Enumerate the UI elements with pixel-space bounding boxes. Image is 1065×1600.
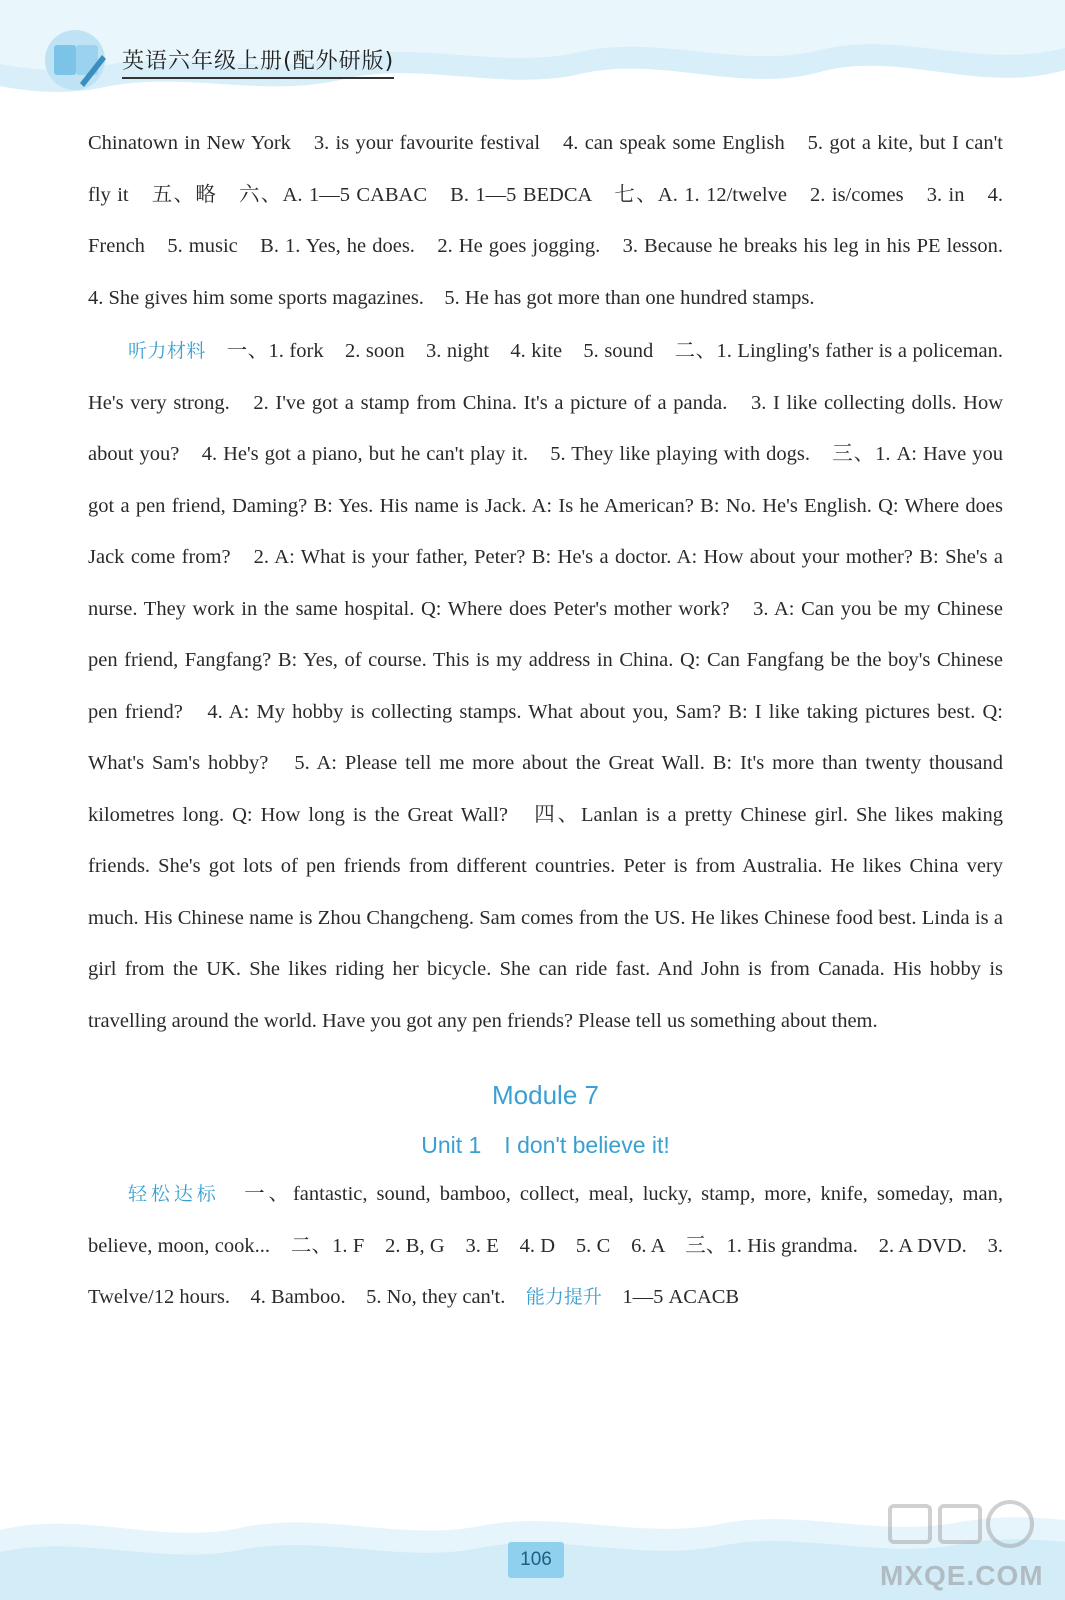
book-pencil-logo-icon xyxy=(40,25,110,95)
book-title: 英语六年级上册(配外研版) xyxy=(122,44,394,79)
watermark-text: MXQE.COM xyxy=(880,1560,1044,1591)
module-title: Module 7 xyxy=(492,1080,599,1110)
listening-section xyxy=(88,326,1003,1047)
listening-label: 听力材料 xyxy=(128,340,206,362)
ability-text: 1—5 ACACB xyxy=(622,1286,740,1308)
answers-continued: Chinatown in New York 3. is your favourite festival 4. can speak some English 5. got a kite, but I can't fly it 五、略 六、A. 1—5 CABAC B. 1—5 BEDCA 七、A. 1. 12/twelve 2. is/comes 3. in 4. French 5. music B. 1. Yes, he does. 2. He goes jogging. 3. Because he breaks his leg in his PE lesson. 4. She gives him some sports magazines. 5. He has got more than one hundred stamps. xyxy=(88,132,1024,309)
easy-section xyxy=(88,1169,1003,1324)
ability-label: 能力提升 xyxy=(525,1286,602,1308)
page-content xyxy=(88,118,1024,1324)
listening-text: 一、1. fork 2. soon 3. night 4. kite 5. sound 二、1. Lingling's father is a policeman. He's very strong. 2. I've got a stamp from China. It's a picture of a panda. 3. I like collecting dolls. How about you? 4. He's got a piano, but he can't play it. 5. They like playing with dogs. 三、1. A: Have you got a pen friend, Daming? B: Yes. His name is Jack. A: Is he American? B: No. He's English. Q: Where does Jack come from? 2. A: What is your father, Peter? B: He's a doctor. A: How about your mother? B: She's a nurse. They work in the same hospital. Q: Where does Peter's mother work? 3. A: Can you be my Chinese pen friend, Fangfang? B: Yes, of course. This is my address in China. Q: Can Fangfang be the boy's Chinese pen friend? 4. A: My hobby is collecting stamps. What about you, Sam? B: I like taking pictures best. Q: What's Sam's hobby? 5. A: Please tell me more about the Great Wall. B: It's more than twenty thousand kilometres long. Q: How long is the Great Wall? 四、Lanlan is a pretty Chinese girl. She likes making friends. She's got lots of pen friends from different countries. Peter is from Australia. He likes China very much. His Chinese name is Zhou Changcheng. Sam comes from the US. He likes Chinese food best. Linda is a girl from the UK. She likes riding her bicycle. She can ride fast. And John is from Canada. His hobby is travelling around the world. Have you got any pen friends? Please tell us something about them. xyxy=(88,340,1003,1032)
easy-text: 一、fantastic, sound, bamboo, collect, meal, lucky, stamp, more, knife, someday, man, believe, moon, cook... 二、1. F 2. B, G 3. E 4. D 5. C 6. A 三、1. His grandma. 2. A DVD. 3. Twelve/12 hours. 4. Bamboo. 5. No, they can't. xyxy=(88,1183,1003,1308)
easy-label: 轻松达标 xyxy=(128,1183,220,1205)
page-number: 106 xyxy=(508,1542,564,1578)
unit-title: Unit 1 I don't believe it! xyxy=(421,1132,670,1158)
